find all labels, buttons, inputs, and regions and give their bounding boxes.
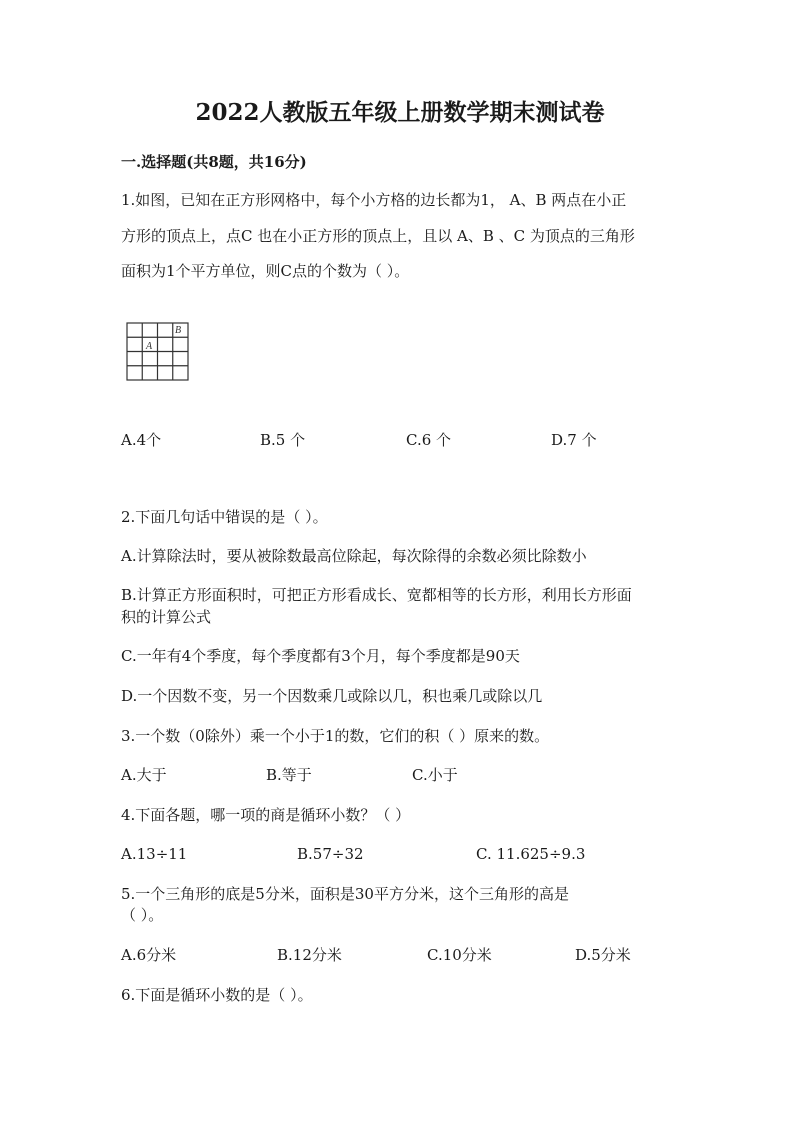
q2-option-b-line1[interactable]: B.计算正方形面积时，可把正方形看成长、宽都相等的长方形，利用长方形面 bbox=[121, 586, 632, 604]
q4-option-a[interactable]: A.13÷11 bbox=[121, 845, 188, 863]
q1-option-b[interactable]: B.5 个 bbox=[260, 431, 306, 449]
q1-stem-line1: 1.如图，已知在正方形网格中，每个小方格的边长都为1， A、B 两点在小正 bbox=[121, 191, 627, 209]
q3-stem: 3.一个数（0除外）乘一个小于1的数，它们的积（ ）原来的数。 bbox=[121, 727, 550, 745]
q3-option-b[interactable]: B.等于 bbox=[266, 766, 312, 784]
q2-option-c[interactable]: C.一年有4个季度，每个季度都有3个月，每个季度都是90天 bbox=[121, 647, 520, 665]
point-b-label: B bbox=[175, 325, 182, 336]
q1-option-a[interactable]: A.4个 bbox=[121, 431, 162, 449]
q5-option-a[interactable]: A.6分米 bbox=[121, 946, 177, 964]
q2-option-d[interactable]: D.一个因数不变，另一个因数乘几或除以几，积也乘几或除以几 bbox=[121, 687, 543, 705]
q3-option-c[interactable]: C.小于 bbox=[412, 766, 458, 784]
q1-stem-line2: 方形的顶点上，点C 也在小正方形的顶点上，且以 A、B 、C 为顶点的三角形 bbox=[121, 227, 635, 245]
q2-option-b-line2[interactable]: 积的计算公式 bbox=[121, 608, 212, 626]
point-a-label: A bbox=[146, 341, 153, 352]
q5-stem-line2: （ ）。 bbox=[121, 906, 164, 924]
q6-stem: 6.下面是循环小数的是（ ）。 bbox=[121, 986, 313, 1004]
q4-option-b[interactable]: B.57÷32 bbox=[297, 845, 364, 863]
q5-option-b[interactable]: B.12分米 bbox=[277, 946, 342, 964]
q4-stem: 4.下面各题，哪一项的商是循环小数？（ ） bbox=[121, 806, 411, 824]
q1-option-d[interactable]: D.7 个 bbox=[551, 431, 597, 449]
q1-grid-figure bbox=[126, 322, 190, 382]
q3-option-a[interactable]: A.大于 bbox=[121, 766, 167, 784]
q2-option-a[interactable]: A.计算除法时，要从被除数最高位除起，每次除得的余数必须比除数小 bbox=[121, 547, 587, 565]
q2-stem: 2.下面几句话中错误的是（ ）。 bbox=[121, 508, 328, 526]
q5-option-c[interactable]: C.10分米 bbox=[427, 946, 492, 964]
section-heading: 一.选择题(共8题，共16分) bbox=[121, 153, 307, 171]
q5-option-d[interactable]: D.5分米 bbox=[575, 946, 631, 964]
q5-stem-line1: 5.一个三角形的底是5分米，面积是30平方分米，这个三角形的高是 bbox=[121, 885, 569, 903]
q4-option-c[interactable]: C. 11.625÷9.3 bbox=[476, 845, 586, 863]
q1-stem-line3: 面积为1个平方单位，则C点的个数为（ ）。 bbox=[121, 262, 410, 280]
q1-option-c[interactable]: C.6 个 bbox=[406, 431, 452, 449]
page-title: 2022人教版五年级上册数学期末测试卷 bbox=[195, 99, 605, 126]
grid-figure-svg bbox=[126, 322, 190, 382]
